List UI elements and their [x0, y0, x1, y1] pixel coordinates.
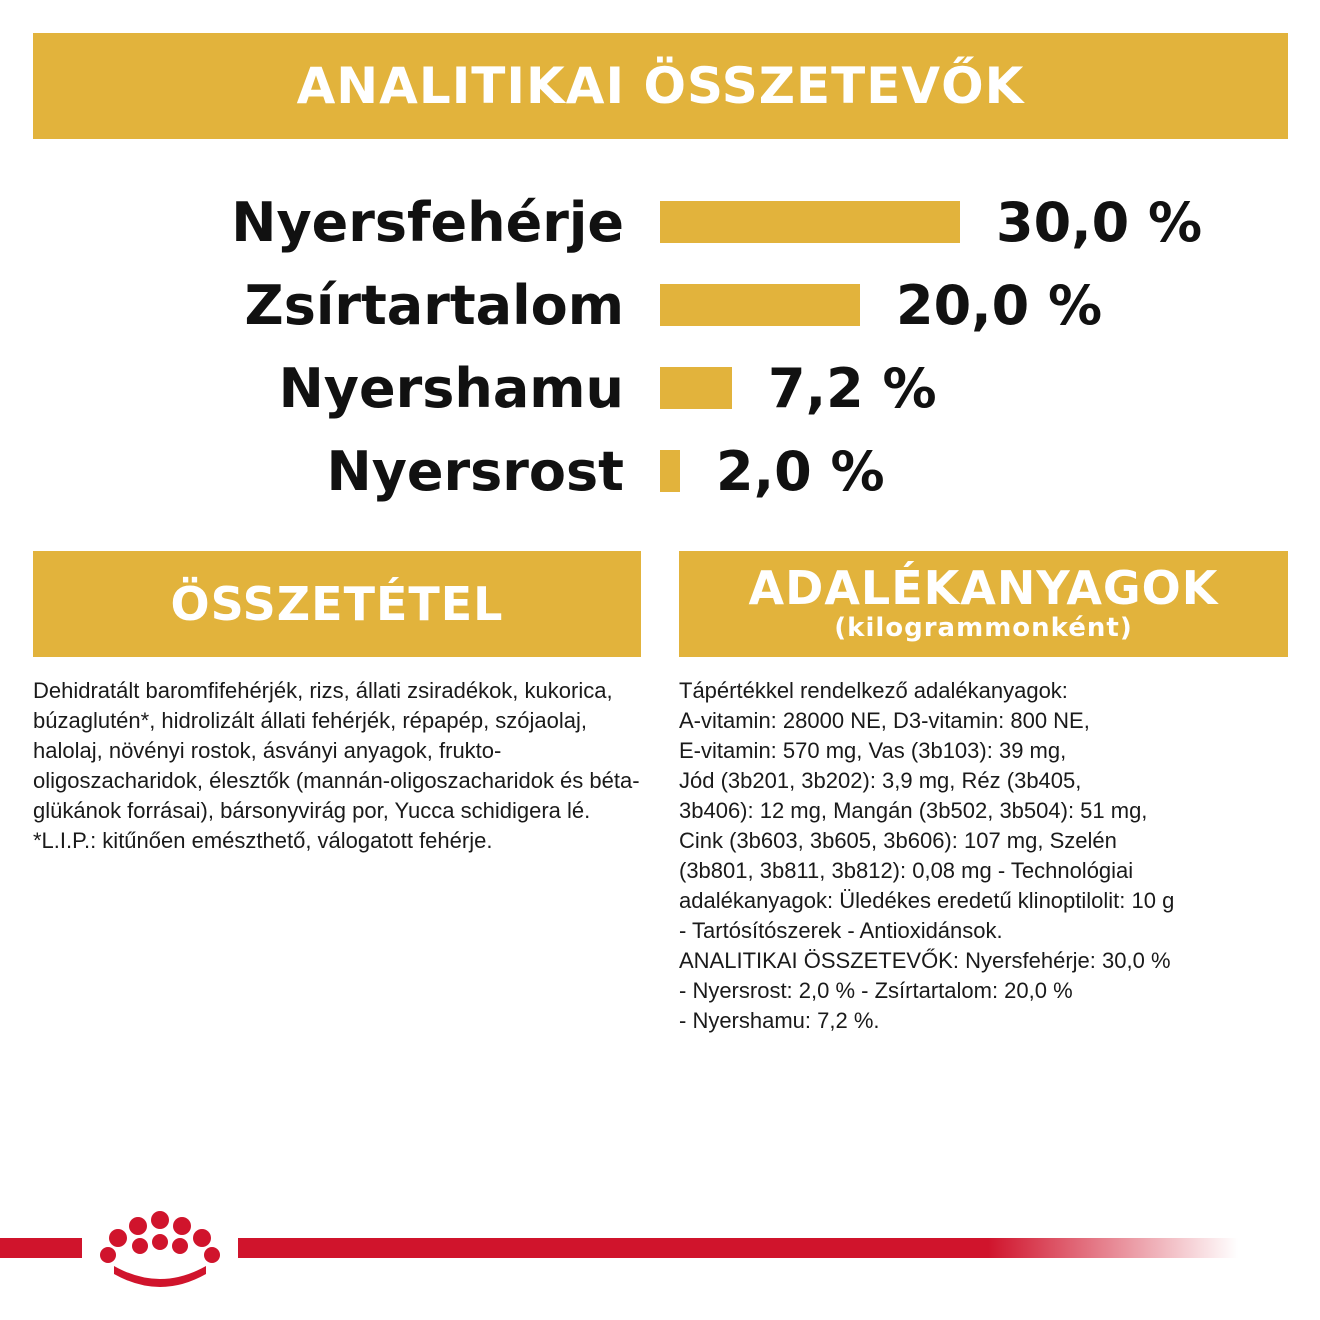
analytics-bar-chart: [0, 170, 1320, 530]
additives-line: Cink (3b603, 3b605, 3b606): 107 mg, Szelén: [679, 828, 1117, 853]
additives-header: [679, 551, 1288, 657]
bar: [660, 201, 960, 243]
additives-line: 3b406): 12 mg, Mangán (3b502, 3b504): 51 mg,: [679, 798, 1148, 823]
composition-header: ÖSSZETÉTEL: [33, 551, 641, 657]
value-label: 2,0 %: [716, 440, 885, 503]
category-label: Zsírtartalom: [244, 274, 624, 337]
additives-line: Tápértékkel rendelkező adalékanyagok:: [679, 678, 1068, 703]
additives-line: E-vitamin: 570 mg, Vas (3b103): 39 mg,: [679, 738, 1067, 763]
bar: [660, 367, 732, 409]
value-label: 7,2 %: [768, 357, 937, 420]
additives-text: [679, 676, 1299, 1036]
additives-line: (3b801, 3b811, 3b812): 0,08 mg - Technológiai: [679, 858, 1134, 883]
red-line-right: [238, 1238, 1238, 1258]
composition-text: Dehidratált baromfifehérjék, rizs, állati zsiradékok, kukorica, búzaglutén*, hidrolizált állati fehérjék, répapép, szójaolaj, halolaj, növényi rostok, ásványi anyagok, frukto-oligoszacharidok, élesztők (mannán-oligoszacharidok és béta-glükánok forrásai), bársonyvirág por, Yucca schidigera lé. *L.I.P.: kitűnően emészthető, válogatott fehérje.: [33, 678, 640, 853]
red-line-left: [0, 1238, 82, 1258]
category-label: Nyershamu: [278, 357, 624, 420]
value-label: 30,0 %: [996, 191, 1203, 254]
additives-line: A-vitamin: 28000 NE, D3-vitamin: 800 NE,: [679, 708, 1090, 733]
bar: [660, 284, 860, 326]
crown-icon: [100, 1211, 220, 1287]
category-label: Nyersrost: [326, 440, 624, 503]
value-label: 20,0 %: [896, 274, 1103, 337]
analytics-header: ANALITIKAI ÖSSZETEVŐK: [33, 33, 1288, 139]
additives-line: Jód (3b201, 3b202): 3,9 mg, Réz (3b405,: [679, 768, 1082, 793]
additives-line: - Nyersrost: 2,0 % - Zsírtartalom: 20,0 %: [679, 978, 1073, 1003]
additives-line: - Nyershamu: 7,2 %.: [679, 1008, 880, 1033]
category-label: Nyersfehérje: [231, 191, 624, 254]
additives-subtitle: (kilogrammonként): [834, 613, 1133, 643]
bar: [660, 450, 680, 492]
additives-line: - Tartósítószerek - Antioxidánsok.: [679, 918, 1003, 943]
additives-title: ADALÉKANYAGOK: [748, 561, 1219, 615]
brand-footer: [0, 1200, 1320, 1290]
additives-line: ANALITIKAI ÖSSZETEVŐK: Nyersfehérje: 30,0 %: [679, 948, 1171, 973]
additives-line: adalékanyagok: Üledékes eredetű klinoptilolit: 10 g: [679, 888, 1175, 913]
